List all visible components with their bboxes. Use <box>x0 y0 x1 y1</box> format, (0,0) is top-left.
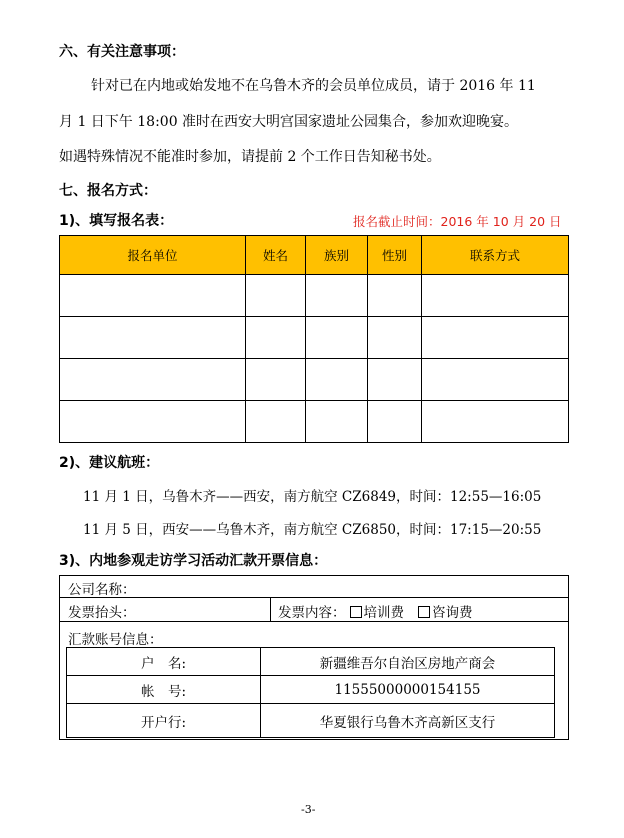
table-cell[interactable] <box>246 317 306 359</box>
table-row <box>60 401 569 443</box>
table-cell[interactable] <box>422 275 569 317</box>
consulting-fee-label: 咨询费 <box>432 605 473 621</box>
invoice-content-group <box>278 601 473 621</box>
bank-label: 开户行: <box>67 704 261 738</box>
table-cell[interactable] <box>60 401 246 443</box>
table-cell[interactable] <box>368 317 422 359</box>
table-row <box>60 359 569 401</box>
account-number-value: 11555000000154155 <box>261 676 555 704</box>
registration-deadline: 报名截止时间：2016 年 10 月 20 日 <box>353 214 562 229</box>
notice-paragraph-line-2: 月 1 日下午 18:00 准时在西安大明宫国家遗址公园集合，参加欢迎晚宴。 <box>59 114 519 130</box>
table-cell[interactable] <box>368 275 422 317</box>
table-header-row <box>60 236 569 275</box>
table-cell[interactable] <box>246 275 306 317</box>
invoice-content-label: 发票内容： <box>278 605 346 621</box>
account-info-label: 汇款账号信息： <box>68 632 163 648</box>
company-label: 公司名称： <box>68 582 136 598</box>
training-fee-label: 培训费 <box>363 605 404 621</box>
table-row <box>67 704 555 738</box>
table-cell[interactable] <box>422 401 569 443</box>
header-unit: 报名单位 <box>60 236 246 275</box>
invoice-info-box <box>59 575 569 740</box>
header-ethnicity: 族别 <box>306 236 368 275</box>
training-fee-checkbox[interactable] <box>350 606 362 618</box>
table-cell[interactable] <box>246 401 306 443</box>
invoice-subheading: 3)、内地参观走访学习活动汇款开票信息： <box>59 553 328 569</box>
notice-paragraph-line-3: 如遇特殊情况不能准时参加，请提前 2 个工作日告知秘书处。 <box>59 149 441 165</box>
section-7-heading: 七、报名方式： <box>59 183 157 199</box>
flights-subheading: 2)、建议航班： <box>59 455 160 471</box>
table-cell[interactable] <box>368 359 422 401</box>
invoice-title-row <box>60 597 568 622</box>
table-row <box>60 275 569 317</box>
consulting-fee-checkbox[interactable] <box>418 606 430 618</box>
header-contact: 联系方式 <box>422 236 569 275</box>
fill-form-subheading: 1)、填写报名表： <box>59 213 174 229</box>
header-name: 姓名 <box>246 236 306 275</box>
table-cell[interactable] <box>368 401 422 443</box>
registration-table <box>59 235 569 443</box>
table-cell[interactable] <box>60 317 246 359</box>
table-cell[interactable] <box>306 275 368 317</box>
table-row <box>67 648 555 676</box>
flight-2: 11 月 5 日，西安——乌鲁木齐，南方航空 CZ6850，时间：17:15—20:55 <box>83 522 542 538</box>
invoice-title-label: 发票抬头： <box>68 605 136 621</box>
flight-1: 11 月 1 日，乌鲁木齐——西安，南方航空 CZ6849，时间：12:55—16:05 <box>83 489 542 505</box>
notice-paragraph-line-1: 针对已在内地或始发地不在乌鲁木齐的会员单位成员，请于 2016 年 11 <box>91 78 536 94</box>
account-table <box>66 647 555 738</box>
table-cell[interactable] <box>60 275 246 317</box>
table-cell[interactable] <box>422 317 569 359</box>
bank-value: 华夏银行乌鲁木齐高新区支行 <box>261 704 555 738</box>
company-row <box>60 576 568 598</box>
table-cell[interactable] <box>246 359 306 401</box>
section-6-heading: 六、有关注意事项： <box>59 44 185 60</box>
table-cell[interactable] <box>306 359 368 401</box>
invoice-row-divider <box>270 597 271 621</box>
table-row <box>67 676 555 704</box>
account-name-value: 新疆维吾尔自治区房地产商会 <box>261 648 555 676</box>
table-cell[interactable] <box>422 359 569 401</box>
table-row <box>60 317 569 359</box>
table-cell[interactable] <box>60 359 246 401</box>
table-cell[interactable] <box>306 317 368 359</box>
header-gender: 性别 <box>368 236 422 275</box>
account-number-label: 帐 号: <box>67 676 261 704</box>
page-number: -3- <box>301 803 316 816</box>
table-cell[interactable] <box>306 401 368 443</box>
account-name-label: 户 名: <box>67 648 261 676</box>
